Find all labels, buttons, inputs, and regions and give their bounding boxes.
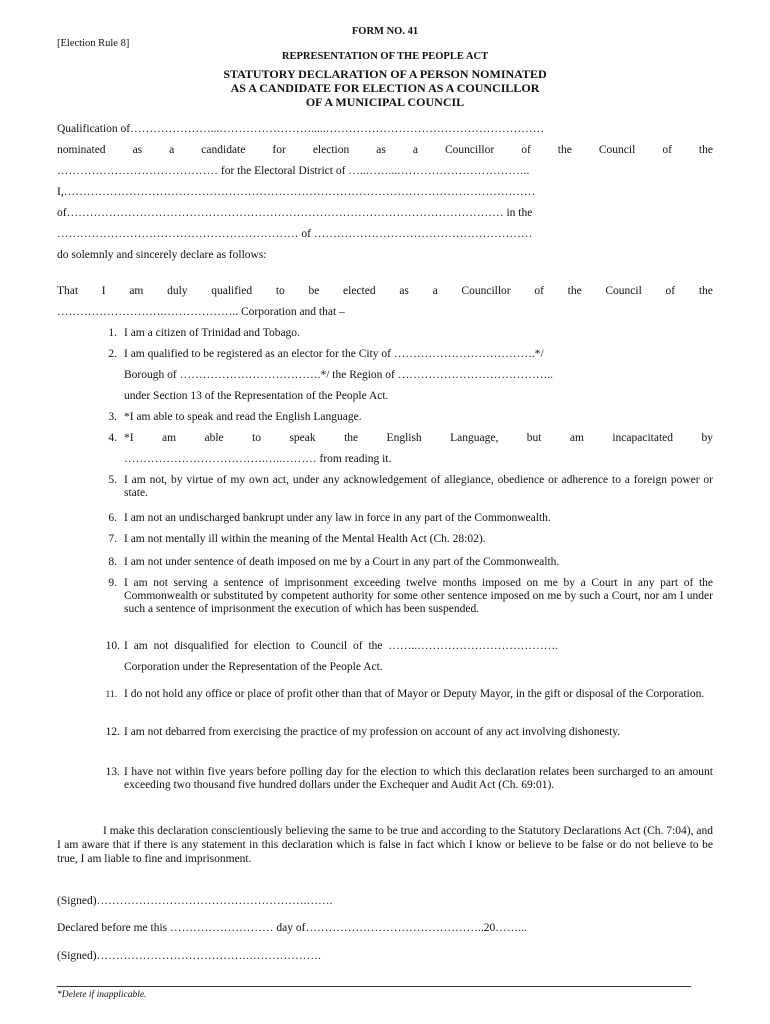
item-number: 8. bbox=[108, 556, 117, 568]
item-10-text bbox=[124, 640, 713, 652]
nominated-line bbox=[57, 144, 713, 156]
nominated-word: a bbox=[412, 144, 418, 156]
item-13-text: I have not within five years before polling day for the election to which this declaration relates been surcharged to an amount exceeding two thousand five hundred dollars under the Exchequer and Audit Act (Ch. 69:01). bbox=[124, 766, 713, 791]
nominated-word: as bbox=[376, 144, 386, 156]
signed-line-1: (Signed)……………………………………………….……. bbox=[57, 895, 333, 907]
form-number: FORM NO. 41 bbox=[351, 26, 419, 37]
item-4-word: by bbox=[701, 432, 713, 444]
that-line bbox=[57, 285, 713, 297]
item-number: 11. bbox=[105, 690, 117, 700]
that-word: of bbox=[534, 285, 544, 297]
nominated-word: for bbox=[272, 144, 286, 156]
item-2-line-2: Borough of ……………………………….*/ the Region of ………………………………….. bbox=[124, 369, 553, 381]
that-word: be bbox=[308, 285, 320, 297]
item-12-text: I am not debarred from exercising the practice of my profession on account of any act involving dishonesty. bbox=[124, 726, 621, 738]
item-number: 4. bbox=[108, 432, 117, 444]
item-4-word: the bbox=[344, 432, 359, 444]
item-11-text: I do not hold any office or place of profit other than that of Mayor or Deputy Mayor, in the gift or disposal of the Corporation. bbox=[124, 688, 705, 700]
that-word: I bbox=[101, 285, 106, 297]
item-number: 13. bbox=[105, 766, 120, 778]
solemnly-declare: do solemnly and sincerely declare as follows: bbox=[57, 249, 267, 261]
footnote: *Delete if inapplicable. bbox=[57, 990, 147, 1000]
address-line-2: ……………………………………………………… of ………………………………………………… bbox=[57, 228, 533, 240]
district-line: …………………………………… for the Electoral District of …..……...…………………………….. bbox=[57, 165, 530, 177]
item-4-word: English bbox=[386, 432, 422, 444]
item-number: 2. bbox=[108, 348, 117, 360]
that-word: the bbox=[698, 285, 713, 297]
item-4-word: am bbox=[162, 432, 177, 444]
that-word: Council bbox=[605, 285, 642, 297]
nominated-word: nominated bbox=[57, 144, 106, 156]
item-4-word: speak bbox=[289, 432, 316, 444]
that-word: a bbox=[432, 285, 438, 297]
item-number: 6. bbox=[108, 512, 117, 524]
item-4-line-2: ……………………………….…..……… from reading it. bbox=[124, 453, 392, 465]
item-number: 5. bbox=[108, 474, 117, 486]
title-line-1: STATUTORY DECLARATION OF A PERSON NOMINATED bbox=[223, 67, 547, 81]
act-heading: REPRESENTATION OF THE PEOPLE ACT bbox=[281, 51, 489, 62]
item-number: 9. bbox=[108, 577, 117, 589]
item-10-line-2: Corporation under the Representation of the People Act. bbox=[124, 661, 383, 673]
item-4-word: Language, bbox=[450, 432, 499, 444]
that-word: duly bbox=[167, 285, 188, 297]
item-4-word: but bbox=[526, 432, 542, 444]
item-number: 1. bbox=[108, 327, 117, 339]
item-2-line-3: under Section 13 of the Representation of the People Act. bbox=[124, 390, 389, 402]
item-6-text: I am not an undischarged bankrupt under any law in force in any part of the Commonwealth. bbox=[124, 512, 551, 524]
item-4-word: am bbox=[569, 432, 584, 444]
item-1-text: I am a citizen of Trinidad and Tobago. bbox=[124, 327, 300, 339]
that-word: to bbox=[275, 285, 285, 297]
item-4-word: incapacitated bbox=[612, 432, 674, 444]
item-2-text: I am qualified to be registered as an elector for the City of ……………………………….*/ bbox=[124, 348, 544, 360]
item-8-text: I am not under sentence of death imposed on me by a Court in any part of the Commonwealth. bbox=[124, 556, 560, 568]
item-4-word: to bbox=[252, 432, 262, 444]
address-line: of…………………………………………………………………………………………………… in the bbox=[57, 207, 533, 219]
that-word: qualified bbox=[211, 285, 253, 297]
qualification-line: Qualification of…………………...…………………….....………………………………………………… bbox=[57, 123, 545, 135]
nominated-word: the bbox=[557, 144, 572, 156]
that-word: as bbox=[399, 285, 409, 297]
item-number: 12. bbox=[105, 726, 120, 738]
signed-line-2: (Signed)………………………………….………………. bbox=[57, 950, 321, 962]
item-10-lead: I am not disqualified for election to Council of the ……..………………………………. bbox=[124, 640, 559, 652]
nominated-word: Council bbox=[598, 144, 636, 156]
footnote-divider bbox=[57, 986, 691, 987]
item-4-word: able bbox=[204, 432, 224, 444]
item-number: 10. bbox=[105, 640, 120, 652]
nominated-word: Councillor bbox=[444, 144, 495, 156]
name-line: I,…………………………………………………………………………………………………………… bbox=[57, 186, 536, 198]
title-line-2: AS A CANDIDATE FOR ELECTION AS A COUNCILLOR bbox=[230, 81, 540, 95]
nominated-word: of bbox=[521, 144, 531, 156]
that-word: the bbox=[567, 285, 582, 297]
item-5-text: I am not, by virtue of my own act, under any acknowledgement of allegiance, obedience or adherence to a foreign power or state. bbox=[124, 474, 713, 499]
that-word: am bbox=[129, 285, 144, 297]
item-number: 7. bbox=[108, 533, 117, 545]
nominated-word: of bbox=[662, 144, 672, 156]
that-word: elected bbox=[343, 285, 376, 297]
item-7-text: I am not mentally ill within the meaning of the Mental Health Act (Ch. 28:02). bbox=[124, 533, 486, 545]
item-4-word: *I bbox=[124, 432, 134, 444]
election-rule: [Election Rule 8] bbox=[57, 38, 130, 49]
nominated-word: election bbox=[312, 144, 350, 156]
that-word: That bbox=[57, 285, 79, 297]
nominated-word: a bbox=[169, 144, 175, 156]
that-word: Councillor bbox=[461, 285, 511, 297]
declared-before-line: Declared before me this ……………………… day of………………………………………..20……... bbox=[57, 922, 527, 934]
item-4-text bbox=[124, 432, 713, 444]
item-3-text: *I am able to speak and read the English Language. bbox=[124, 411, 362, 423]
item-9-text: I am not serving a sentence of imprisonment exceeding twelve months imposed on me by a Court in any part of the Commonwealth or substituted by competent authority for some other sentence imposed on me by such a Court, nor am I under such a sentence of imprisonment the execution of which has been suspended. bbox=[124, 577, 713, 615]
corporation-line: ……………………….……………….. Corporation and that – bbox=[57, 306, 345, 318]
title-line-3: OF A MUNICIPAL COUNCIL bbox=[305, 95, 465, 109]
that-word: of bbox=[665, 285, 676, 297]
closing-declaration: I make this declaration conscientiously believing the same to be true and according to the Statutory Declarations Act (Ch. 7:04), and I am aware that if there is any statement in this declaration which is false in fact which I know or believe to be false or do not believe to be true, I am liable to fine and imprisonment. bbox=[57, 825, 713, 865]
nominated-word: candidate bbox=[201, 144, 246, 156]
nominated-word: the bbox=[698, 144, 713, 156]
item-number: 3. bbox=[108, 411, 117, 423]
nominated-word: as bbox=[132, 144, 143, 156]
